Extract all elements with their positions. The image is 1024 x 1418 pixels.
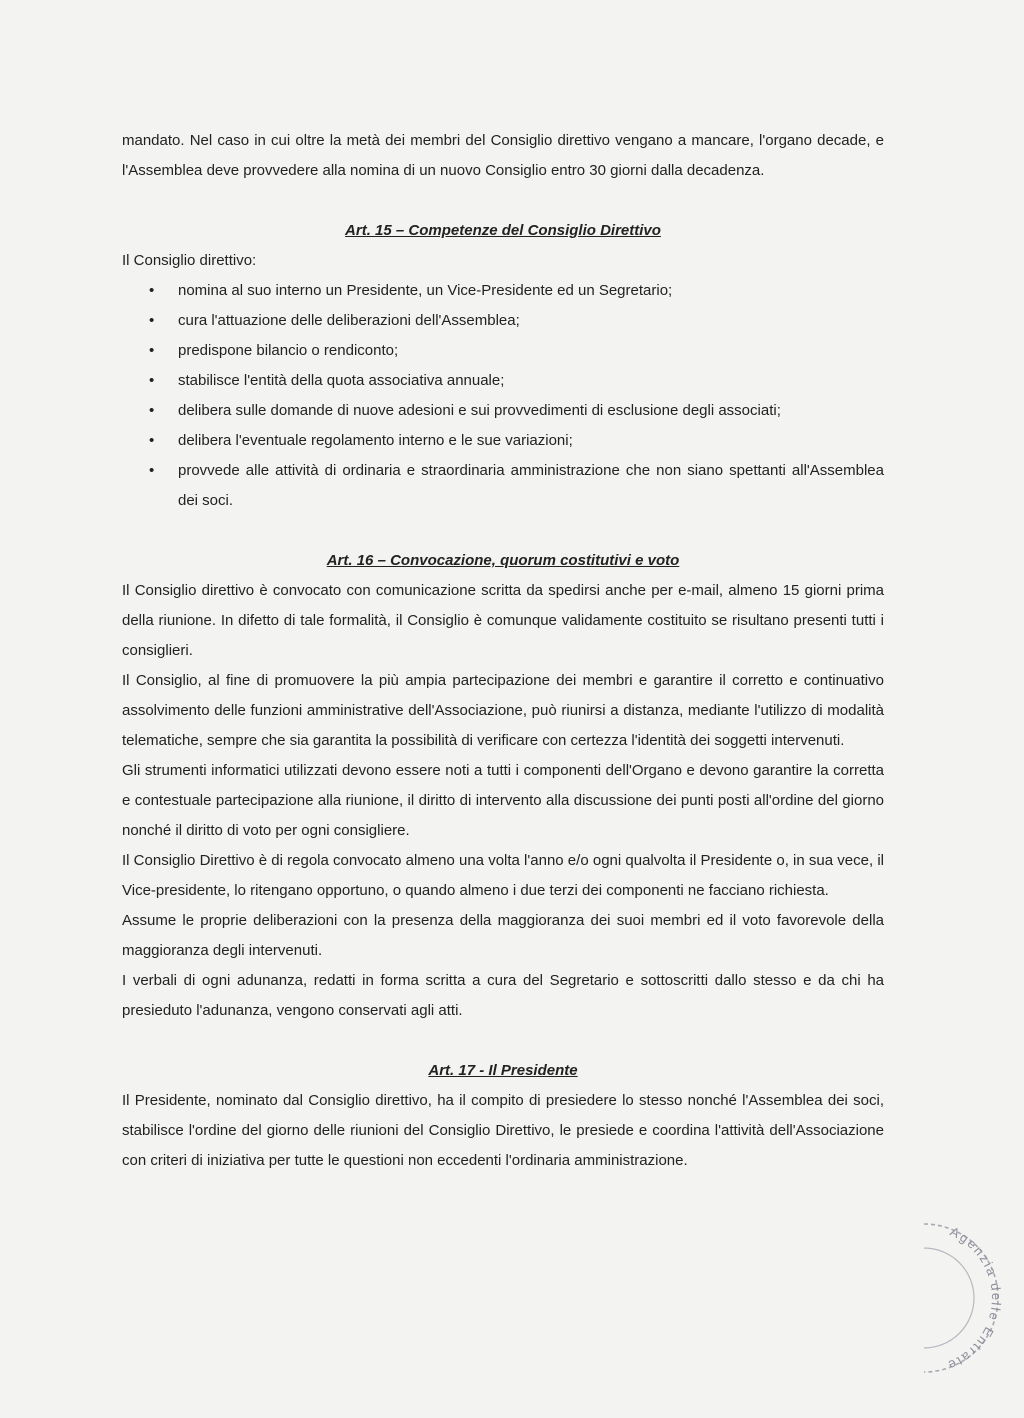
art15-heading: Art. 15 – Competenze del Consiglio Direttivo [345,222,661,239]
list-item-text: cura l'attuazione delle deliberazioni dell'Assemblea; [178,312,520,329]
bullet-icon: • [149,372,155,389]
bullet-icon: • [149,282,155,299]
art16-paragraph: Il Consiglio, al fine di promuovere la più ampia partecipazione dei membri e garantire il corretto e continuativo assolvimento delle funzioni amministrative dell'Associazione, può riunirsi a distanza, mediante l'utilizzo di modalità telematiche, sempre che sia garantita la possibilità di verificare con certezza l'identità dei soggetti intervenuti. [122,672,884,749]
document-body [122,126,884,1176]
bullet-icon: • [149,432,155,449]
art16-paragraph: Il Consiglio direttivo è convocato con comunicazione scritta da spedirsi anche per e-mail, almeno 15 giorni prima della riunione. In difetto di tale formalità, il Consiglio è comunque validamente costituito se risultano presenti tutti i consiglieri. [122,582,884,659]
art15-list [122,276,884,516]
list-item-text: predispone bilancio o rendiconto; [178,342,399,359]
stamp-inner-ring [924,1248,974,1348]
spacer [122,186,884,216]
list-item-text: stabilisce l'entità della quota associativa annuale; [178,372,505,389]
stamp-outer-ring [924,1224,998,1372]
art16-paragraph: I verbali di ogni adunanza, redatti in forma scritta a cura del Segretario e sottoscritti dallo stesso e da chi ha presieduto l'adunanza, vengono conservati agli atti. [122,972,884,1019]
bullet-icon: • [149,312,155,329]
bullet-icon: • [149,402,155,419]
art16-heading: Art. 16 – Convocazione, quorum costitutivi e voto [326,552,680,569]
art16-paragraph: Assume le proprie deliberazioni con la presenza della maggioranza dei suoi membri ed il voto favorevole della maggioranza degli intervenuti. [122,912,884,959]
stamp-text: Agenzia delle Entrate [944,1223,1005,1374]
list-item-text: provvede alle attività di ordinaria e straordinaria amministrazione che non siano spettanti all'Assemblea dei soci. [178,462,884,509]
list-item [122,276,884,306]
list-item [122,366,884,396]
list-item [122,306,884,336]
list-item [122,336,884,366]
agency-stamp [852,1218,1012,1388]
list-item-text: delibera l'eventuale regolamento interno e le sue variazioni; [178,432,573,449]
list-item [122,396,884,426]
bullet-icon: • [149,342,155,359]
art15-lead: Il Consiglio direttivo: [122,252,257,269]
list-item [122,426,884,456]
list-item [122,456,884,516]
art17-paragraph: Il Presidente, nominato dal Consiglio direttivo, ha il compito di presiedere lo stesso nonché l'Assemblea dei soci, stabilisce l'ordine del giorno delle riunioni del Consiglio Direttivo, le presiede e coordina l'attività dell'Associazione con criteri di iniziativa per tutte le questioni non eccedenti l'ordinaria amministrazione. [122,1092,884,1169]
intro-paragraph: mandato. Nel caso in cui oltre la metà dei membri del Consiglio direttivo vengano a mancare, l'organo decade, e l'Assemblea deve provvedere alla nomina di un nuovo Consiglio entro 30 giorni dalla decadenza. [122,132,884,179]
spacer [122,516,884,546]
art17-heading: Art. 17 - Il Presidente [428,1062,578,1079]
art16-paragraph: Gli strumenti informatici utilizzati devono essere noti a tutti i componenti dell'Organo e devono garantire la corretta e contestuale partecipazione alla riunione, il diritto di intervento alla discussione dei punti posti all'ordine del giorno nonché il diritto di voto per ogni consigliere. [122,762,884,839]
list-item-text: delibera sulle domande di nuove adesioni e sui provvedimenti di esclusione degli associati; [178,402,781,419]
bullet-icon: • [149,462,155,479]
spacer [122,1026,884,1056]
list-item-text: nomina al suo interno un Presidente, un Vice-Presidente ed un Segretario; [178,282,673,299]
art16-paragraph: Il Consiglio Direttivo è di regola convocato almeno una volta l'anno e/o ogni qualvolta il Presidente o, in sua vece, il Vice-presidente, lo ritengano opportuno, o quando almeno i due terzi dei componenti ne facciano richiesta. [122,852,884,899]
